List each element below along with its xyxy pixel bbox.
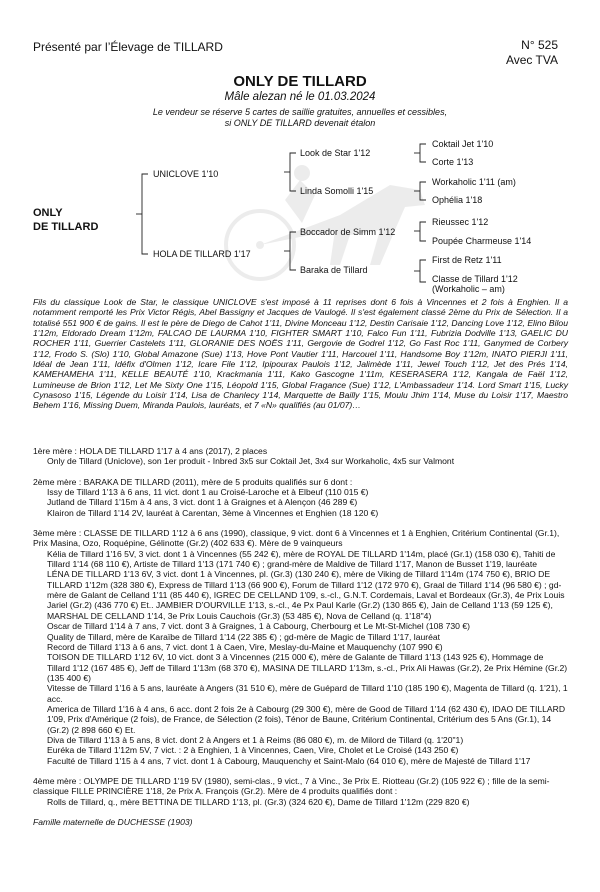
pedigree-sss: Coktail Jet 1'10 (432, 139, 494, 149)
pedigree-dam-dam: Baraka de Tillard (300, 265, 368, 275)
pedigree-dam: HOLA DE TILLARD 1'17 (153, 249, 251, 259)
pedigree-chart (0, 0, 600, 300)
dam-3-line: Quality de Tillard, mère de Karaïbe de Tillard 1'14 (22 385 €) ; gd-mère de Magic de Tillard 1'17, lauréat (47, 631, 441, 642)
pedigree-subject-line-1: ONLY (33, 207, 63, 219)
dam-2 (33, 477, 568, 518)
pedigree-dss: Rieussec 1'12 (432, 217, 489, 227)
pedigree-sire-dam: Linda Somolli 1'15 (300, 186, 374, 196)
presenter-line: Présenté par l’Élevage de TILLARD (33, 40, 223, 54)
dam-3-line: Kélia de Tillard 1'16 5V, 3 vict. dont 1 à Vincennes (55 242 €), mère de ROYAL DE TILLARD 1'14m, placé (Gr.1) (158 030 €), Tahiti de Tillard 1'14 (68 110 €), Artiste de Tillard 1'13 (171 740 €) ; grand-mère de Maldive de Tillard 1'17, Manon de Busset 1'19, lauréate (47, 548, 556, 570)
maternal-line (33, 446, 568, 827)
pedigree-dsd: Poupée Charmeuse 1'14 (432, 236, 532, 246)
dam-4-label: 4ème mère : OLYMPE DE TILLARD 1'19 5V (1980), semi-clas., 9 vict., 7 à Vinc., 3e Prix E. Riotteau (Gr.2) (105 922 €) ; fille de la semi-classique FILLE PRINCIÈRE 1'18, 2e Prix A. François (Gr.2). Mère de 4 produits qualifiés dont : (33, 775, 550, 797)
dam-2-line: Jutland de Tillard 1'15m à 4 ans, 3 vict. dont 1 à Graignes et à Alençon (46 289 €) (47, 497, 358, 508)
reserve-line-1: Le vendeur se réserve 5 cartes de saillie gratuites, annuelles et cessibles, (152, 107, 448, 117)
pedigree-sdd: Ophélia 1'18 (432, 195, 483, 205)
pedigree-dds: First de Retz 1'11 (432, 255, 502, 265)
dam-3-line: LÉNA DE TILLARD 1'13 6V, 3 vict. dont 1 à Vincennes, pl. (Gr.3) (130 240 €), mère de Viking de Tillard 1'14m (174 750 €), BRIO DE TILLARD 1'12m (328 380 €), Express de Tillard 1'13 (66 900 €), Forum de Tillard 1'12 (172 970 €), Graal de Tillard 1'14 (96 580 €) ; gd-mère de Galant de Celland 1'11 (85 440 €), IGREC DE CELLAND 1'09, s.-cl., G.N.T. Cordemais, Laval et Bordeaux (Gr.3), 4e Prix Louis Jariel (Gr.2) (436 770 €) Et.. JAMBIER D'OURVILLE 1'13, s.-cl., 4e Px Paul Karle (Gr.2) (130 865 €), Jain de Celland 1'13 (59 125 €), MARSHAL DE CELLAND 1'14, 3e Prix Louis Cauchois (Gr.3) (53 485 €), Nova de Celland (q. 1'18"4) (47, 569, 565, 621)
dam-3-line: TOISON DE TILLARD 1'12 6V, 10 vict. dont 3 à Vincennes (215 000 €), mère de Galante de Tillard 1'13 (143 925 €), Hommage de Tillard 1'12 (167 485 €), Jeff de Tillard 1'13m (68 370 €), MASINA DE TILLARD 1'13m, s.-cl., Prix Ali Hawas (Gr.2), 2e Prix Hémine (Gr.2) (135 400 €) (47, 652, 568, 683)
tva-note: Avec TVA (505, 53, 558, 67)
dam-1-label: 1ère mère : HOLA DE TILLARD 1'17 à 4 ans (2017), 2 places (33, 446, 268, 456)
dam-3-line: Vitesse de Tillard 1'16 à 5 ans, lauréate à Angers (31 510 €), mère de Guépard de Tillard 1'10 (185 190 €), Magenta de Tillard (q. 1'21), 1 acc. (47, 683, 568, 704)
pedigree-ddd-note: (Workaholic – am) (432, 284, 505, 294)
dam-1 (33, 446, 568, 467)
sire-description: Fils du classique Look de Star, le classique UNICLOVE s'est imposé à 11 reprises dont 6 fois à Vincennes et 2 fois à Enghien. Il a notamment remporté les Prix Victor Régis, Abel Bassigny et Jacques de Vaulogé. Il s'est également classé 2ème du Prix de Sélection. Il a totalisé 551 900 € de gains. Il est le père de Diego de Cahot 1'11, Divine Monceau 1'12, Destin Carisaie 1'12, Dancing Love 1'12, Elino Bilou 1'12m, Eldorado Dream 1'12m, FALCAO DE LAURMA 1'10, FIGHTER SMART 1'10, Falco Fun 1'11, Fubrizia Dodville 1'13, GAELIC DU ROCHER 1'11, Guerrier Castelets 1'11, GLORANIE DES NOËS 1'11, Gergovie de Godrel 1'12, Go Fast Roc 1'11, Ganymed de Corbery 1'12, Frodo S. (Slo) 1'10, Global Amazone (Sue) 1'13, Hove Pont Vautier 1'11, Harcouel 1'11, Handsome Boy 1'12m, INATO PIERJI 1'11, Idéal de Jean 1'11, Idéfix d'Olmen 1'12, Icare File 1'12, Ipipourax Paulois 1'12, Jalimède 1'11, Jewel Touch 1'12, Jet des Prés 1'14, KAMEHAMEHA 1'11, KELLE BEAUTÉ 1'10, Krackmania 1'11, Kako Gascogne 1'11m, KESERASERA 1'12, Kangala de Faël 1'12, Lumineuse de Brion 1'12, Let Me Sixty One 1'15, Léopold 1'15, Global Fragance (Sue) 1'12, L'Ambassadeur 1'14. Lord Smart 1'15, Lucky Cynasoso 1'15, Légende du Loisir 1'14, Lisa de Chanlecy 1'14, Marquette de Bailly 1'15, Moulu Jhim 1'14, Muse du Loisir 1'17, Maestro Behem 1'16, Missing Duem, Miranda Paulois, lauréats, et 7 «N» qualifiés (au 01/07)… (33, 297, 568, 411)
pedigree-subject (33, 206, 98, 234)
dam-3-label: 3ème mère : CLASSE DE TILLARD 1'12 à 6 ans (1990), classique, 9 vict. dont 6 à Vincennes et 1 à Enghien, Critérium Continental (Gr.1), Prix Masina, Ozo, Roquépine, Gélinotte (Gr.2) (402 633 €). Mère de 9 vainqueurs (33, 528, 560, 549)
pedigree-sire-sire: Look de Star 1'12 (300, 148, 371, 158)
dam-3-line: Faculté de Tillard 1'15 à 4 ans, 7 vict. dont 1 à Cabourg, Mauquenchy et Saint-Malo (64 010 €), mère de Majesté de Tillard 1'17 (47, 755, 531, 766)
pedigree-subject-line-2: DE TILLARD (33, 221, 99, 233)
pedigree-ssd: Corte 1'13 (432, 157, 474, 167)
pedigree-sire: UNICLOVE 1'10 (153, 169, 219, 179)
dam-2-line: Klairon de Tillard 1'14 2V, lauréat à Carentan, 3ème à Vincennes et Enghien (18 120 €) (47, 507, 379, 518)
dam-4-line: Rolls de Tillard, q., mère BETTINA DE TILLARD 1'13, pl. (Gr.3) (324 620 €), Dame de Tillard 1'12m (229 820 €) (47, 796, 470, 807)
pedigree-ddd (432, 274, 518, 294)
lot-number: N° 525 (521, 38, 558, 52)
horse-description: Mâle alezan né le 01.03.2024 (224, 91, 376, 103)
horse-name: ONLY DE TILLARD (233, 73, 367, 90)
dam-3-line: America de Tillard 1'16 à 4 ans, 6 acc. dont 2 fois 2e à Cabourg (29 300 €), mère de Good de Tillard 1'14 (62 430 €), IDAO DE TILLARD 1'09, Prix d'Amérique (2 fois), de France, de Sélection (2 fois), Ténor de Baune, Critérium Continental, Critérium des 5 Ans (Gr.1), 14 (Gr.2) (2 898 660 €) Et. (47, 703, 566, 735)
dam-2-label: 2ème mère : BARAKA DE TILLARD (2011), mère de 5 produits qualifiés sur 6 dont : (33, 476, 353, 487)
dam-4 (33, 776, 568, 807)
pedigree-dam-sire: Boccador de Simm 1'12 (300, 227, 396, 237)
dam-3 (33, 528, 568, 766)
dam-1-line: Only de Tillard (Uniclove), son 1er produit - Inbred 3x5 sur Coktail Jet, 3x4 sur Workaholic, 4x5 sur Valmont (47, 456, 455, 467)
pedigree-sds: Workaholic 1'11 (am) (432, 177, 516, 187)
dam-3-line: Oscar de Tillard 1'14 à 7 ans, 7 vict. dont 3 à Graignes, 1 à Cabourg, Cherbourg et Le Mt-St-Michel (108 730 €) (47, 621, 470, 632)
reserve-line-2: si ONLY DE TILLARD devenait étalon (224, 118, 376, 128)
dam-3-line: Record de Tillard 1'13 à 6 ans, 7 vict. dont 1 à Caen, Vire, Meslay-du-Maine et Mauquenchy (107 990 €) (47, 641, 443, 652)
dam-3-line: Euréka de Tillard 1'12m 5V, 7 vict. : 2 à Enghien, 1 à Vincennes, Caen, Vire, Cholet et Le Croisé (143 250 €) (47, 745, 459, 756)
pedigree-ddd-name: Classe de Tillard 1'12 (432, 274, 518, 284)
dam-2-line: Issy de Tillard 1'13 à 6 ans, 11 vict. dont 1 au Croisé-Laroche et à Elbeuf (110 015 €) (47, 487, 369, 498)
dam-3-line: Diva de Tillard 1'13 à 5 ans, 8 vict. dont 2 à Angers et 1 à Reims (86 080 €), m. de Milord de Tillard (q. 1'20"1) (47, 734, 464, 745)
maternal-family: Famille maternelle de DUCHESSE (1903) (33, 817, 193, 827)
